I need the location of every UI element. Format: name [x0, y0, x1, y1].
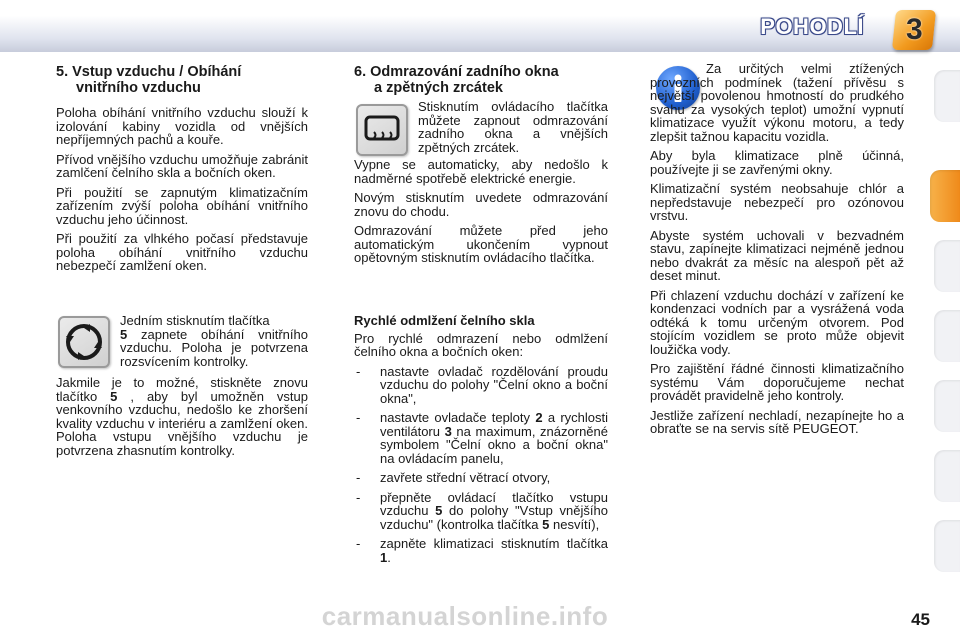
side-tab-3[interactable] — [934, 240, 960, 292]
rear-defrost-text: Stisknutím ovládacího tlačítka můžete zapnout odmrazování zadního okna a vnějších zpětných zrcátek. — [418, 99, 608, 155]
li2-n1: 2 — [535, 410, 543, 425]
info-p5: Při chlazení vzduchu dochází v zařízení ke kondenzaci vodních par a vysrážená voda odtéká k tomu určeným otvorem. Pod stojícím vozidlem se proto může objevit loužička vody. — [650, 287, 904, 357]
side-tab-7[interactable] — [934, 520, 960, 572]
side-tab-1[interactable] — [934, 70, 960, 122]
section-6-p2: Novým stisknutím uvedete odmrazování znovu do chodu. — [354, 190, 608, 219]
li4-n2: 5 — [542, 516, 550, 532]
section-6-heading — [354, 64, 608, 96]
section-6-p1: Vypne se automaticky, aby nedošlo k nadměrné spotřebě elektrické energie. — [354, 157, 608, 186]
info-p6: Pro zajištění řádné činnosti klimatizačního systému Vám doporučujeme nechat provádět pravidelně jeho kontroly. — [650, 361, 904, 403]
section-6-body — [354, 158, 608, 271]
rear-defrost-button-icon — [356, 104, 408, 156]
icon-text-b: zapnete obíhání vnitřního vzduchu. Poloha je potvrzena rozsvícením kontrolky. — [120, 326, 308, 369]
info-p2: Aby byla klimatizace plně účinná, používejte ji se zavřenými okny. — [650, 148, 904, 177]
section-5-heading — [56, 64, 308, 96]
side-tab-4[interactable] — [934, 310, 960, 362]
info-section — [650, 62, 904, 442]
quick-defog-list — [354, 365, 608, 565]
list-item — [354, 537, 608, 564]
info-p1: Za určitých velmi ztížených provozních podmínek (tažení přívěsu s největší povolenou hmotností do prudkého svahu za vysokých teplot) umožní vypnutí klimatizace využít výkonu motoru, a tedy zlepšit tažnou kapacitu vozidla. — [650, 61, 904, 144]
info-p3: Klimatizační systém neobsahuje chlór a nepředstavuje nebezpečí pro ozónovou vrstvu. — [650, 181, 904, 223]
section-6-heading-line1: 6. Odmrazování zadního okna — [354, 64, 559, 80]
li2-c: na maximum, znázorněné symbolem "Čelní okno a boční okna" na ovládacím panelu, — [380, 423, 608, 466]
section-5 — [56, 64, 308, 279]
side-tab-active[interactable] — [930, 170, 960, 222]
side-tab-5[interactable] — [934, 380, 960, 432]
section-5-heading-line2: vnitřního vzduchu — [76, 80, 201, 96]
li2-a: nastavte ovladače teploty — [380, 410, 536, 425]
li2-b: a rychlosti ventilátoru — [380, 410, 608, 439]
section-5-p3: Při použití se zapnutým klimatizačním zařízením zvýší poloha obíhání vnitřního vzduchu jeho účinnost. — [56, 184, 308, 227]
icon-text-a: Jedním stisknutím tlačítka — [120, 313, 270, 328]
list-item: - nastavte ovladač rozdělování proudu vzduchu do polohy "Čelní okno a boční okna", — [354, 365, 608, 406]
li4-b: do polohy "Vstup vnějšího vzduchu" (kontrolka tlačítka — [380, 503, 608, 532]
li5-b: . — [387, 549, 391, 565]
section-6-icon-text — [418, 100, 608, 154]
section-6-heading-line2: a zpětných zrcátek — [374, 80, 503, 96]
p5-b: , aby byl umožněn vstup venkovního vzduchu, nedošlo ke zhoršení kvality vzduchu v interiéru a zamlžení oken. Poloha vstupu vnějšího vzduchu je potvrzena zhasnutím kontrolky. — [56, 388, 308, 458]
li2-n2: 3 — [444, 423, 452, 439]
watermark: carmanualsonline.info — [321, 601, 609, 631]
list-item: - zavřete střední větrací otvory, — [354, 471, 608, 485]
section-6-p3: Odmrazování můžete před jeho automatickým ukončením vypnout opětovným stisknutím ovládacího tlačítka. — [354, 223, 608, 265]
info-p4: Abyste systém uchovali v bezvadném stavu, zapínejte klimatizaci nejméně jednou nebo dvakrát za měsíc na alespoň pět až deset minut. — [650, 227, 904, 283]
li5-a: zapněte klimatizaci stisknutím tlačítka — [380, 536, 608, 551]
recirculation-icon — [64, 322, 104, 362]
rear-defrost-icon — [362, 114, 402, 146]
p5-a: Jakmile je to možné, stiskněte znovu tlačítko — [56, 375, 308, 404]
section-5-heading-line1: 5. Vstup vzduchu / Obíhání — [56, 64, 242, 80]
chapter-number: 3 — [905, 13, 923, 46]
page-number: 45 — [911, 610, 930, 629]
li4-n1: 5 — [435, 503, 443, 518]
list-item — [354, 411, 608, 465]
side-tab-6[interactable] — [934, 450, 960, 502]
info-p7: Jestliže zařízení nechladí, nezapínejte ho a obraťte se na servis sítě PEUGEOT. — [650, 407, 904, 436]
page-title: POHODLÍ — [760, 14, 864, 39]
side-tabs — [930, 70, 960, 580]
quick-defog-heading: Rychlé odmlžení čelního skla — [354, 313, 535, 328]
section-5-icon-text — [120, 314, 308, 368]
quick-defog-intro: Pro rychlé odmrazení nebo odmlžení čelního okna a bočních oken: — [354, 330, 608, 359]
chapter-badge — [892, 10, 936, 50]
li4-a: přepněte ovládací tlačítko vstupu vzduchu — [380, 489, 608, 518]
section-5-p4: Při použití za vlhkého počasí představuje poloha obíhání vnitřního vzduchu nebezpečí zamlžení oken. — [56, 231, 308, 273]
button-number-5: 5 — [120, 326, 128, 342]
li4-c: nesvítí), — [549, 516, 600, 532]
quick-defog — [354, 314, 608, 570]
list-item — [354, 491, 608, 532]
recirculation-button-icon — [58, 316, 110, 368]
li5-n: 1 — [380, 549, 388, 565]
section-5-p1: Poloha obíhání vnitřního vzduchu slouží k izolování kabiny vozidla od vnějších nepříjemných pachů a kouře. — [56, 105, 308, 147]
section-5-p2: Přívod vnějšího vzduchu umožňuje zabránit zamlčení čelního skla a bočních oken. — [56, 151, 308, 180]
p5-num: 5 — [110, 388, 118, 404]
section-5-p5 — [56, 376, 308, 463]
